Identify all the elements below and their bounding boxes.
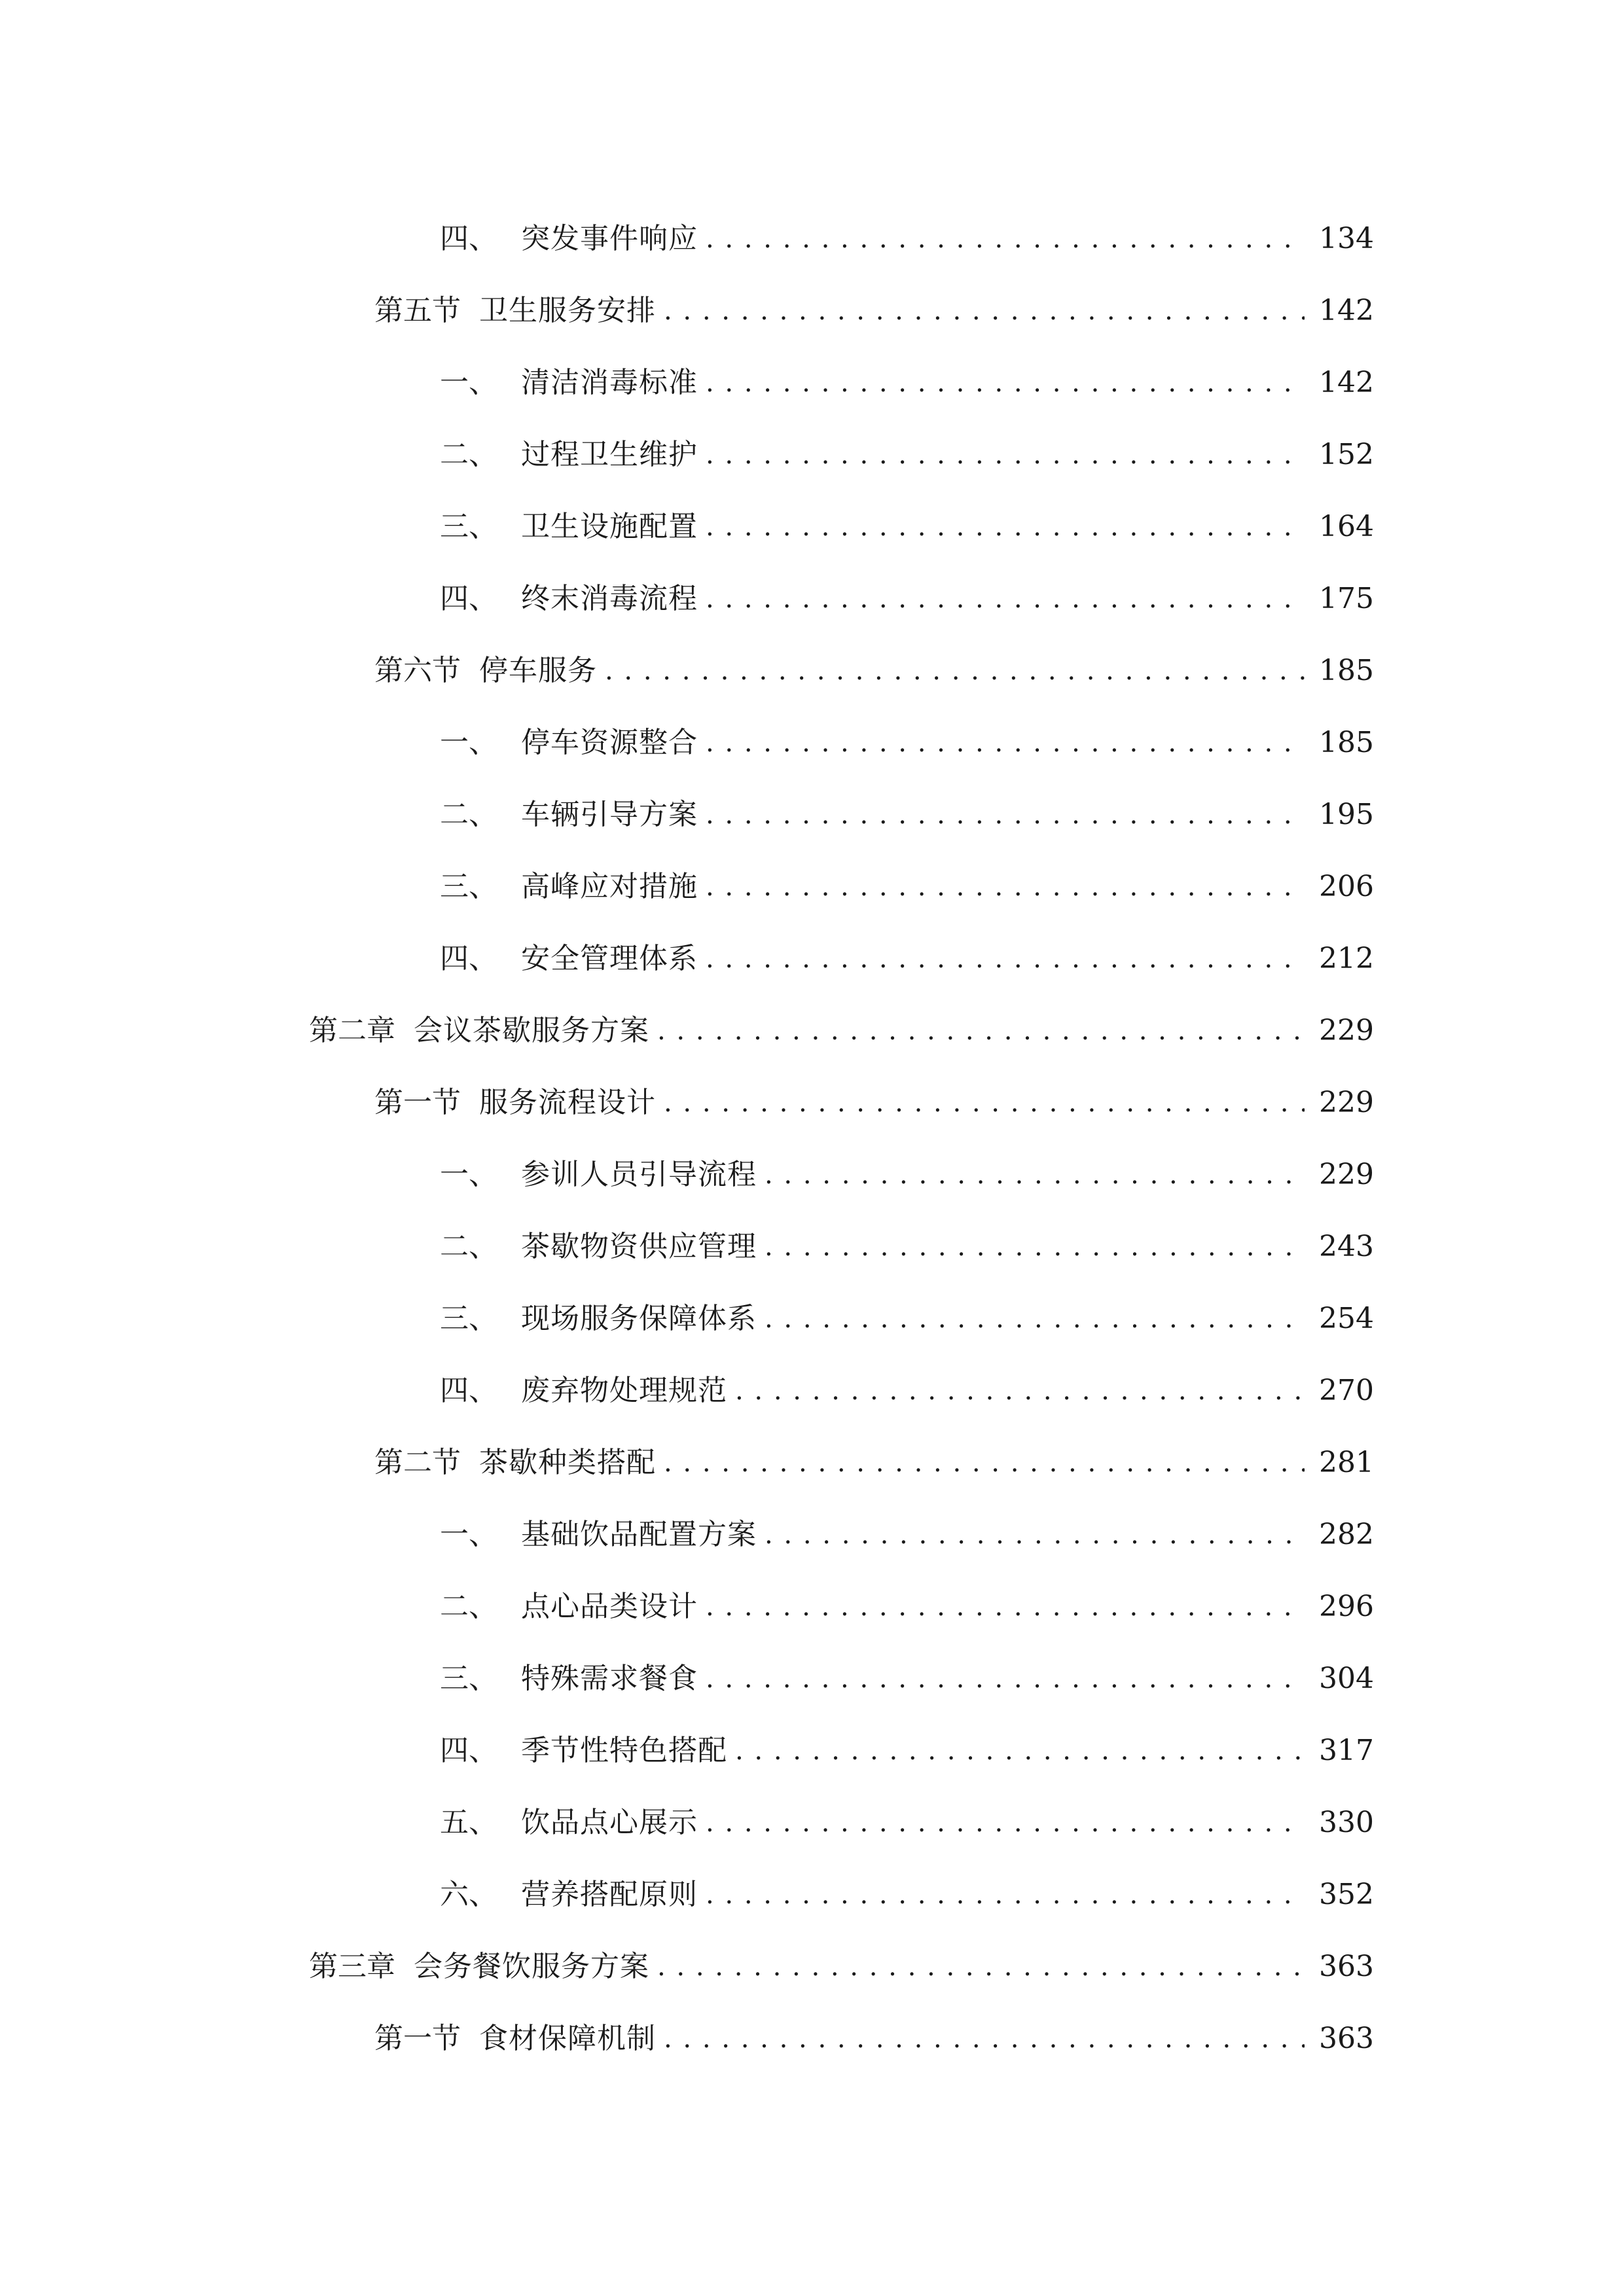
toc-entry[interactable] — [0, 1499, 1624, 1571]
toc-entry-title: 茶歇物资供应管理 — [521, 1230, 757, 1263]
toc-entry[interactable] — [0, 1571, 1624, 1643]
toc-page-number: 206 — [1319, 870, 1374, 903]
toc-page-number: 281 — [1319, 1446, 1374, 1479]
toc-entry-number: 二、 — [440, 1590, 497, 1623]
toc-entry-title: 会议茶歇服务方案 — [414, 1014, 649, 1047]
toc-page-number: 229 — [1319, 1158, 1374, 1191]
toc-page-number: 142 — [1319, 366, 1374, 399]
toc-entry-number: 二、 — [440, 798, 497, 831]
toc-entry-title: 现场服务保障体系 — [521, 1302, 757, 1335]
toc-entry[interactable] — [0, 851, 1624, 923]
toc-entry-title: 安全管理体系 — [521, 942, 698, 975]
toc-dot-leader — [706, 1571, 1305, 1643]
toc-entry-number: 三、 — [440, 1662, 497, 1695]
toc-entry[interactable] — [0, 707, 1624, 779]
toc-entry-number: 一、 — [440, 1518, 497, 1551]
toc-entry-number: 二、 — [440, 438, 497, 471]
table-of-contents — [0, 203, 1624, 2075]
toc-entry-number: 一、 — [440, 366, 497, 399]
toc-entry-number: 第五节 — [374, 294, 461, 327]
toc-entry-number: 四、 — [440, 942, 497, 975]
toc-page-number: 243 — [1319, 1230, 1374, 1263]
toc-entry-title: 清洁消毒标准 — [521, 366, 698, 399]
toc-dot-leader — [706, 1859, 1305, 1931]
toc-entry[interactable] — [0, 203, 1624, 275]
toc-entry-title: 停车服务 — [479, 654, 597, 687]
toc-dot-leader — [706, 491, 1305, 563]
toc-dot-leader — [706, 347, 1305, 419]
toc-entry-number: 六、 — [440, 1878, 497, 1911]
toc-entry-title: 卫生服务安排 — [479, 294, 656, 327]
toc-page-number: 317 — [1319, 1734, 1374, 1767]
toc-entry[interactable] — [0, 1643, 1624, 1715]
toc-entry-number: 第三章 — [309, 1950, 395, 1983]
toc-entry[interactable] — [0, 1859, 1624, 1931]
toc-entry[interactable] — [0, 1715, 1624, 1787]
toc-page-number: 330 — [1319, 1806, 1374, 1839]
toc-entry[interactable] — [0, 2003, 1624, 2075]
toc-page-number: 282 — [1319, 1518, 1374, 1551]
toc-dot-leader — [657, 995, 1305, 1067]
toc-entry-number: 四、 — [440, 1734, 497, 1767]
toc-entry-number: 三、 — [440, 1302, 497, 1335]
toc-page-number: 185 — [1319, 654, 1374, 687]
toc-entry[interactable] — [0, 779, 1624, 851]
toc-page-number: 212 — [1319, 942, 1374, 975]
toc-entry-title: 特殊需求餐食 — [521, 1662, 698, 1695]
toc-entry-title: 停车资源整合 — [521, 726, 698, 759]
toc-entry-title: 食材保障机制 — [479, 2022, 656, 2055]
toc-entry-title: 服务流程设计 — [479, 1086, 656, 1119]
toc-entry[interactable] — [0, 1355, 1624, 1427]
toc-entry[interactable] — [0, 347, 1624, 419]
toc-entry-title: 高峰应对措施 — [521, 870, 698, 903]
toc-entry[interactable] — [0, 1931, 1624, 2003]
toc-entry-title: 突发事件响应 — [521, 222, 698, 255]
toc-entry-title: 基础饮品配置方案 — [521, 1518, 757, 1551]
toc-entry[interactable] — [0, 1067, 1624, 1139]
toc-page-number: 185 — [1319, 726, 1374, 759]
toc-page-number: 363 — [1319, 2022, 1374, 2055]
toc-dot-leader — [735, 1355, 1305, 1427]
toc-entry[interactable] — [0, 995, 1624, 1067]
toc-dot-leader — [765, 1283, 1305, 1355]
toc-page-number: 304 — [1319, 1662, 1374, 1695]
toc-entry[interactable] — [0, 275, 1624, 347]
toc-dot-leader — [706, 851, 1305, 923]
toc-entry-title: 卫生设施配置 — [521, 510, 698, 543]
toc-dot-leader — [706, 707, 1305, 779]
toc-entry-number: 三、 — [440, 510, 497, 543]
toc-dot-leader — [706, 1643, 1305, 1715]
toc-dot-leader — [664, 1427, 1305, 1499]
toc-entry-number: 三、 — [440, 870, 497, 903]
toc-entry-number: 五、 — [440, 1806, 497, 1839]
toc-dot-leader — [706, 419, 1305, 491]
toc-entry-title: 饮品点心展示 — [521, 1806, 698, 1839]
toc-dot-leader — [664, 1067, 1305, 1139]
toc-entry-title: 季节性特色搭配 — [521, 1734, 727, 1767]
toc-entry-number: 第一节 — [374, 2022, 461, 2055]
toc-entry[interactable] — [0, 491, 1624, 563]
toc-page-number: 164 — [1319, 510, 1374, 543]
toc-entry-number: 第六节 — [374, 654, 461, 687]
toc-dot-leader — [706, 923, 1305, 995]
toc-entry[interactable] — [0, 1139, 1624, 1211]
toc-entry-number: 四、 — [440, 582, 497, 615]
toc-entry-number: 第二节 — [374, 1446, 461, 1479]
toc-page-number: 363 — [1319, 1950, 1374, 1983]
toc-dot-leader — [706, 1787, 1305, 1859]
toc-page-number: 352 — [1319, 1878, 1374, 1911]
toc-entry-number: 四、 — [440, 222, 497, 255]
toc-entry-number: 四、 — [440, 1374, 497, 1407]
toc-page-number: 142 — [1319, 294, 1374, 327]
toc-dot-leader — [765, 1211, 1305, 1283]
toc-dot-leader — [706, 203, 1305, 275]
toc-entry-number: 第一节 — [374, 1086, 461, 1119]
toc-entry[interactable] — [0, 635, 1624, 707]
toc-entry-title: 终末消毒流程 — [521, 582, 698, 615]
toc-entry-title: 车辆引导方案 — [521, 798, 698, 831]
toc-page-number: 254 — [1319, 1302, 1374, 1335]
toc-entry-title: 茶歇种类搭配 — [479, 1446, 656, 1479]
toc-entry[interactable] — [0, 1283, 1624, 1355]
toc-entry-title: 会务餐饮服务方案 — [414, 1950, 649, 1983]
toc-entry-title: 参训人员引导流程 — [521, 1158, 757, 1191]
toc-page-number: 296 — [1319, 1590, 1374, 1623]
toc-dot-leader — [765, 1139, 1305, 1211]
toc-dot-leader — [605, 635, 1305, 707]
toc-entry-title: 过程卫生维护 — [521, 438, 698, 471]
toc-entry[interactable] — [0, 563, 1624, 635]
toc-dot-leader — [657, 1931, 1305, 2003]
toc-entry[interactable] — [0, 923, 1624, 995]
toc-dot-leader — [664, 2003, 1305, 2075]
toc-entry-title: 点心品类设计 — [521, 1590, 698, 1623]
toc-entry[interactable] — [0, 1211, 1624, 1283]
toc-page-number: 229 — [1319, 1086, 1374, 1119]
toc-page-number: 134 — [1319, 222, 1374, 255]
toc-entry-title: 废弃物处理规范 — [521, 1374, 727, 1407]
toc-entry-number: 一、 — [440, 1158, 497, 1191]
toc-page-number: 229 — [1319, 1014, 1374, 1047]
toc-dot-leader — [706, 779, 1305, 851]
toc-dot-leader — [735, 1715, 1305, 1787]
toc-page-number: 195 — [1319, 798, 1374, 831]
toc-dot-leader — [706, 563, 1305, 635]
toc-entry[interactable] — [0, 419, 1624, 491]
toc-entry-number: 二、 — [440, 1230, 497, 1263]
toc-page-number: 270 — [1319, 1374, 1374, 1407]
toc-dot-leader — [765, 1499, 1305, 1571]
toc-page-number: 152 — [1319, 438, 1374, 471]
toc-entry-number: 一、 — [440, 726, 497, 759]
toc-page-number: 175 — [1319, 582, 1374, 615]
toc-dot-leader — [664, 275, 1305, 347]
toc-entry[interactable] — [0, 1787, 1624, 1859]
toc-entry[interactable] — [0, 1427, 1624, 1499]
toc-entry-number: 第二章 — [309, 1014, 395, 1047]
toc-entry-title: 营养搭配原则 — [521, 1878, 698, 1911]
